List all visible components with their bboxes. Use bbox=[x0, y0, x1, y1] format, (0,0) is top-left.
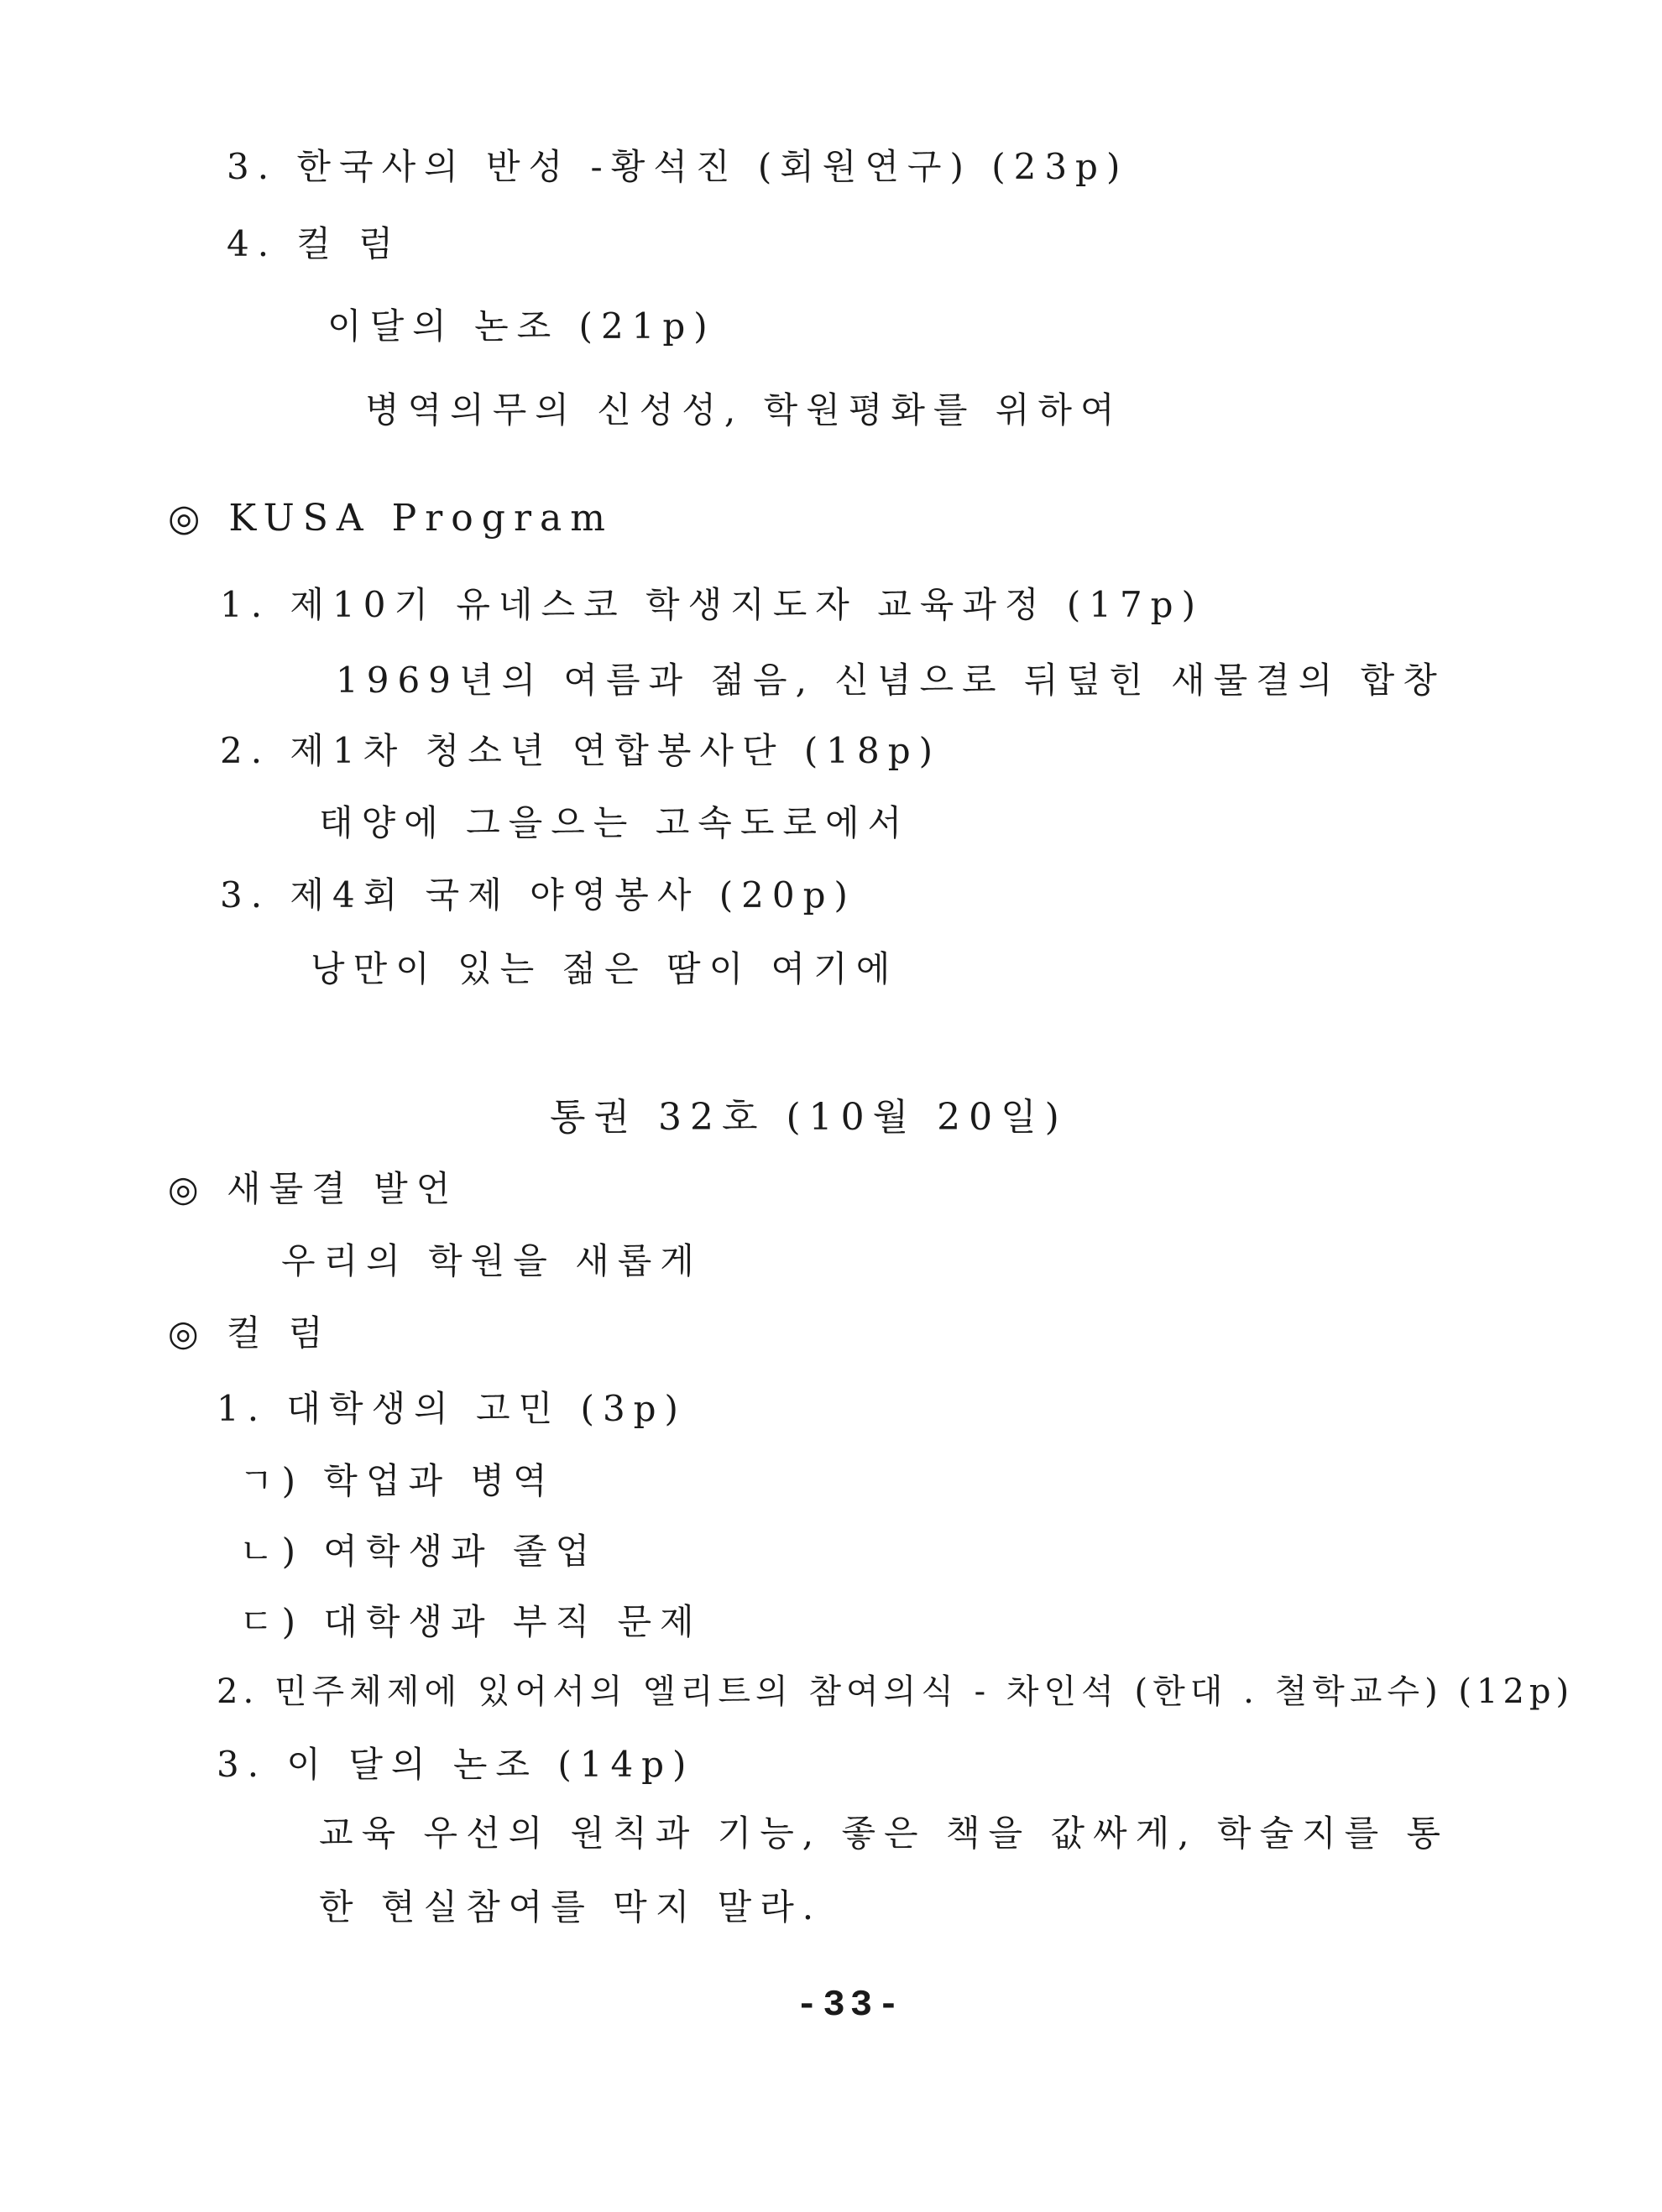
item-student-worries: 1. 대학생의 고민 (3p) bbox=[217, 1388, 687, 1429]
item-elite-participation: 2. 민주체제에 있어서의 엘리트의 참여의식 - 차인석 (한대 . 철학교수) (12p) bbox=[217, 1672, 1575, 1711]
section-new-wave-remarks: ◎ 새물결 발언 bbox=[168, 1168, 459, 1209]
item-this-month-editorial: 이달의 논조 (21p) bbox=[327, 305, 716, 347]
subitem-study-and-military: ㄱ) 학업과 병역 bbox=[239, 1460, 556, 1501]
item-international-camp: 3. 제4회 국제 야영봉사 (20p) bbox=[220, 874, 856, 916]
item-new-wave-subtitle: 우리의 학원을 새롭게 bbox=[281, 1240, 703, 1281]
issue-heading: 통권 32호 (10월 20일) bbox=[550, 1096, 1068, 1139]
item-youth-service-corps: 2. 제1차 청소년 연합봉사단 (18p) bbox=[220, 730, 942, 771]
section-column-heading: 4. 컬 럼 bbox=[227, 223, 401, 264]
section-kusa-program: ◎ KUSA Program bbox=[168, 497, 614, 540]
item-youth-service-subtitle: 태양에 그을으는 고속도로에서 bbox=[319, 802, 911, 843]
item-international-camp-subtitle: 낭만이 있는 젊은 땀이 여기에 bbox=[311, 948, 899, 989]
item-editorial-body-line-2: 한 현실참여를 막지 말라. bbox=[319, 1886, 823, 1928]
item-editorial-body-line-1: 교육 우선의 원칙과 기능, 좋은 책을 값싸게, 학술지를 통 bbox=[319, 1813, 1450, 1854]
item-unesco-subtitle: 1969년의 여름과 젊음, 신념으로 뒤덮힌 새물결의 합창 bbox=[336, 660, 1445, 701]
page-number: -33- bbox=[796, 1985, 905, 2027]
subitem-female-students-graduation: ㄴ) 여학생과 졸업 bbox=[239, 1531, 598, 1572]
section-column-heading-2: ◎ 컬 럼 bbox=[168, 1312, 332, 1354]
subitem-side-jobs: ㄷ) 대학생과 부직 문제 bbox=[239, 1601, 703, 1642]
item-unesco-leader-course: 1. 제10기 유네스코 학생지도자 교육과정 (17p) bbox=[220, 584, 1204, 625]
item-this-month-editorial-2: 3. 이 달의 논조 (14p) bbox=[217, 1744, 695, 1785]
item-editorial-subtitle: 병역의무의 신성성, 학원평화를 위하여 bbox=[365, 389, 1123, 430]
item-korean-history-reflection: 3. 한국사의 반성 -황석진 (회원연구) (23p) bbox=[227, 146, 1129, 187]
